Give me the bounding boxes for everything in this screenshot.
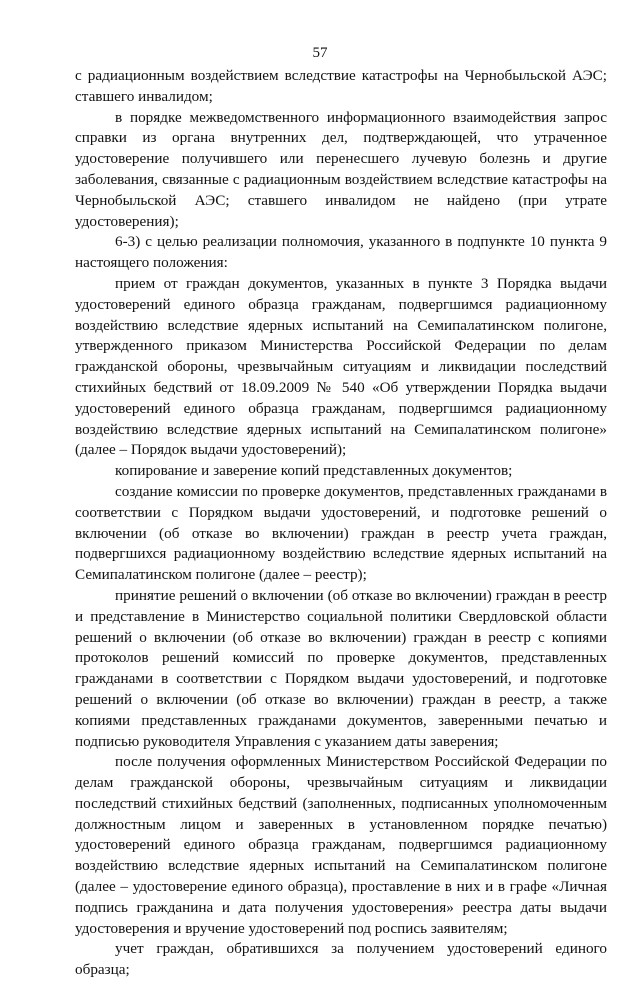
paragraph-certificate-issuance: после получения оформленных Министерством Российской Федерации по делам гражданской обороны, чрезвычайным ситуациям и ликвидации последствий стихийных бедствий (заполненных, подписанных уполномоченным должностным лицом и заверенных в установленном порядке печатью) удостоверений единого образца гражданам, подвергшимся радиационному воздействию вследствие ядерных испытаний на Семипалатинском полигоне (далее – удостоверение единого образца), проставление в них и в графе «Личная подпись гражданина и дата получения удостоверения» реестра даты выдачи удостоверения и вручение удостоверений под роспись заявителям;	[75, 753, 607, 937]
paragraph-document-intake: прием от граждан документов, указанных в пункте 3 Порядка выдачи удостоверений единого образца гражданам, подвергшимся радиационному воздействию вследствие ядерных испытаний на Семипалатинском полигоне, утвержденного приказом Министерства Российской Федерации по делам гражданской обороны, чрезвычайным ситуациям и ликвидации последствий стихийных бедствий от 18.09.2009 № 540 «Об утверждении Порядка выдачи удостоверений единого образца гражданам, подвергшимся радиационному воздействию вследствие ядерных испытаний на Семипалатинском полигоне» (далее – Порядок выдачи удостоверений);	[75, 274, 607, 459]
paragraph-citizen-accounting: учет граждан, обратившихся за получением удостоверений единого образца;	[75, 940, 607, 979]
paragraph-subitem-6-3: 6-3) с целью реализации полномочия, указанного в подпункте 10 пункта 9 настоящего положения:	[75, 233, 607, 272]
paragraph-registry-decisions: принятие решений о включении (об отказе во включении) граждан в реестр и представление в Министерство социальной политики Свердловской области решений о включении (об отказе во включении) граждан в реестр с копиями протоколов решений комиссий по проверке документов, представленных гражданами в соответствии с Порядком выдачи удостоверений, и подготовке решений о включении (об отказе во включении) граждан в реестр, а также копиями представленных гражданами документов, заверенными печатью и подписью руководителя Управления с указанием даты заверения;	[75, 586, 607, 750]
paragraph-copy-certification: копирование и заверение копий представленных документов;	[115, 462, 513, 480]
page-number: 57	[312, 45, 328, 61]
paragraph-continuation: с радиационным воздействием вследствие катастрофы на Чернобыльской АЭС; ставшего инвалидом;	[75, 67, 607, 105]
paragraph-request-certificate: в порядке межведомственного информационного взаимодействия запрос справки из органа внутренних дел, подтверждающей, что утраченное удостоверение получившего или перенесшего лучевую болезнь и другие заболевания, связанные с радиационным воздействием вследствие катастрофы на Чернобыльской АЭС; ставшего инвалидом не найдено (при утрате удостоверения);	[75, 108, 607, 230]
document-body	[75, 66, 607, 981]
paragraph-commission-creation: создание комиссии по проверке документов, представленных гражданами в соответствии с Порядком выдачи удостоверений, и подготовке решений о включении (об отказе во включении) граждан в реестр учета граждан, подвергшихся радиационному воздействию вследствие ядерных испытаний на Семипалатинском полигоне (далее – реестр);	[75, 482, 607, 584]
